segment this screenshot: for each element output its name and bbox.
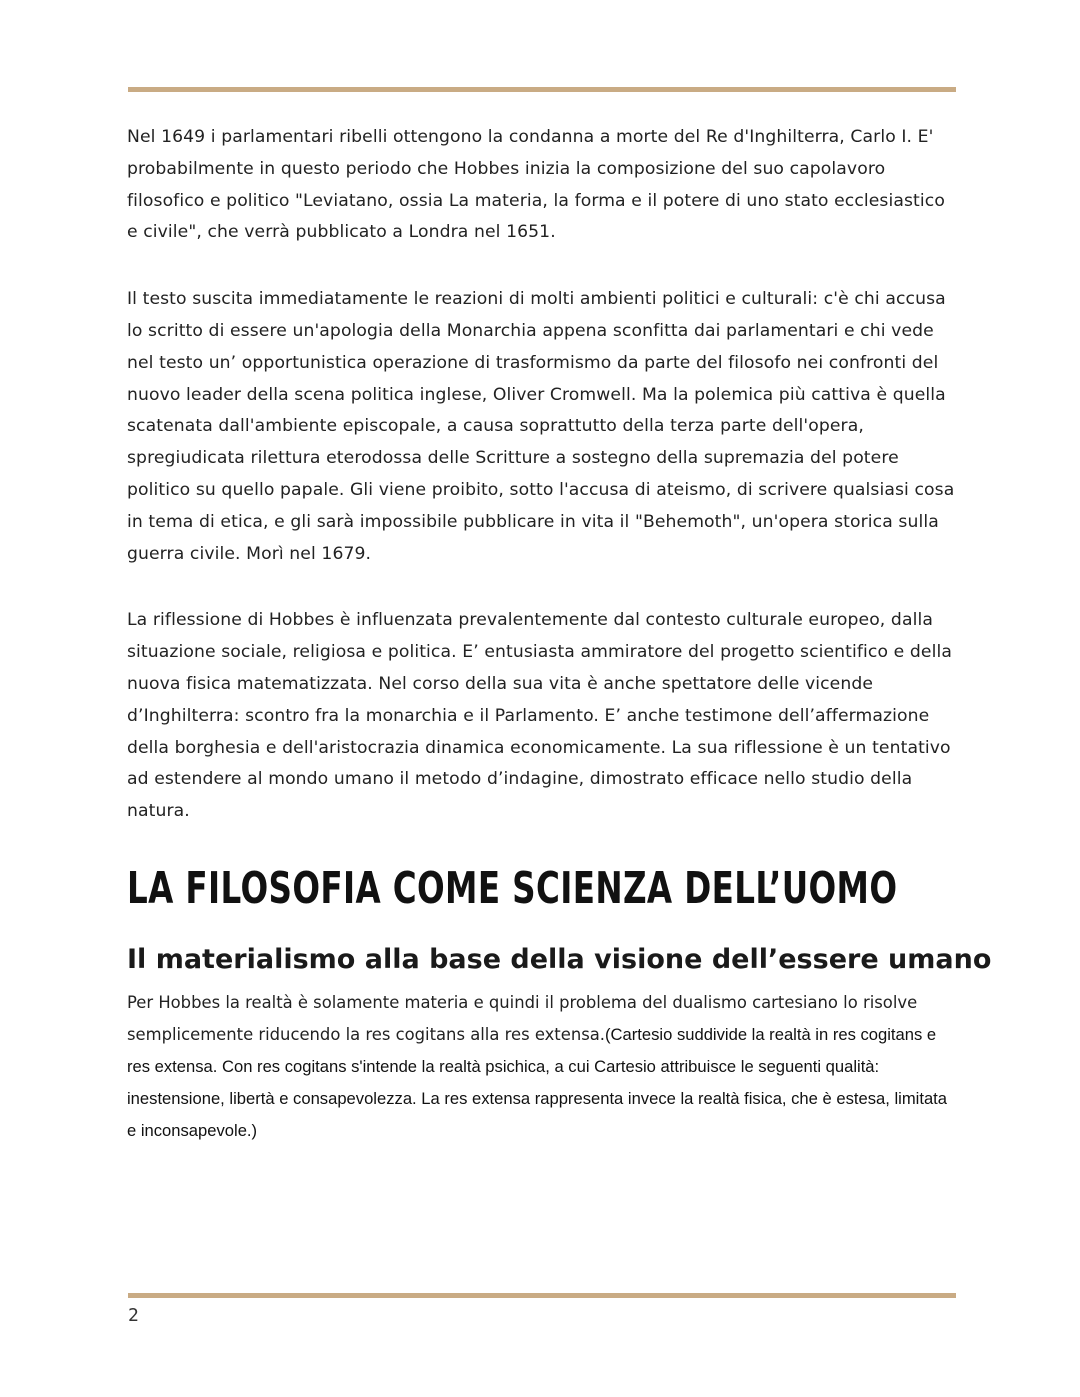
chapter-title: LA FILOSOFIA COME SCIENZA DELL’UOMO <box>127 862 898 914</box>
paragraph-reactions: Il testo suscita immediatamente le reazioni di molti ambienti politici e culturali: c'è chi accusa lo scritto di essere un'apologia della Monarchia appena sconfitta dai parlamentari e chi vede nel testo un’ opportunistica operazione di trasformismo da parte del filosofo nei confronti del nuovo leader della scena politica inglese, Oliver Cromwell. Ma la polemica più cattiva è quella scatenata dall'ambiente episcopale, a causa soprattutto della terza parte dell'opera, spregiudicata rilettura eterodossa delle Scritture a sostegno della supremazia del potere politico su quello papale. Gli viene proibito, sotto l'accusa di ateismo, di scrivere qualsiasi cosa in tema di etica, e gli sarà impossibile pubblicare in vita il "Behemoth", un'opera storica sulla guerra civile. Morì nel 1679. <box>127 289 955 564</box>
section-body-aside: (Cartesio suddivide la realtà in res cogitans e res extensa. Con res cogitans s'intende la realtà psichica, a cui Cartesio attribuisce le seguenti qualità: inestensione, libertà e consapevolezza. La res extensa rappresenta invece la realtà fisica, che è estesa, limitata e inconsapevole.) <box>127 1024 948 1140</box>
section-body <box>127 987 957 1147</box>
paragraph-leviatano: Nel 1649 i parlamentari ribelli ottengono la condanna a morte del Re d'Inghilterra, Carlo I. E' probabilmente in questo periodo che Hobbes inizia la composizione del suo capolavoro filosofico e politico "Leviatano, ossia La materia, la forma e il potere di uno stato ecclesiastico e civile", che verrà pubblicato a Londra nel 1651. <box>127 127 945 243</box>
footer-divider <box>128 1293 956 1298</box>
header-divider <box>128 87 956 92</box>
section-title: Il materialismo alla base della visione dell’essere umano <box>127 943 992 975</box>
page-content <box>127 122 992 1147</box>
paragraph-context: La riflessione di Hobbes è influenzata prevalentemente dal contesto culturale europeo, dalla situazione sociale, religiosa e politica. E’ entusiasta ammiratore del progetto scientifico e della nuova fisica matematizzata. Nel corso della sua vita è anche spettatore delle vicende d’Inghilterra: scontro fra la monarchia e il Parlamento. E’ anche testimone dell’affermazione della borghesia e dell'aristocrazia dinamica economicamente. La sua riflessione è un tentativo ad estendere al mondo umano il metodo d’indagine, dimostrato efficace nello studio della natura. <box>127 610 952 822</box>
page-number: 2 <box>128 1305 139 1326</box>
section-body-lead: Per Hobbes la realtà è solamente materia e quindi il problema del dualismo cartesiano lo risolve semplicemente riducendo la res cogitans alla res extensa. <box>127 992 918 1044</box>
